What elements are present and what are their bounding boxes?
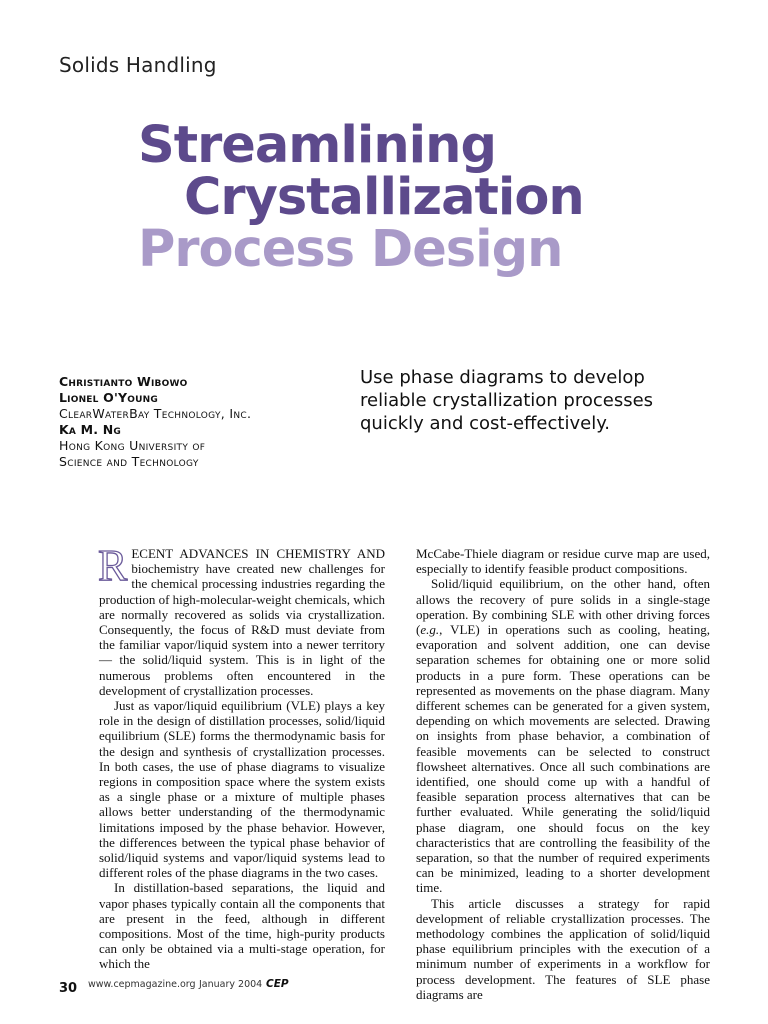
author-name: Lionel O'Young bbox=[59, 390, 158, 405]
body-column-left bbox=[98, 541, 386, 972]
paragraph-text: , VLE) in operations such as cooling, heating, evaporation and solvent addition, one can devise separation schemes for obtaining one or more solid products in a pure form. These operations can be represented as movements on the phase diagram. Many different schemes can be generated for a given system, depending on which movements are selected. Drawing on insights from phase behavior, a combination of feasible movements can be selected to construct flowsheet alternatives. Once all such combinations are identified, one should come up with a handful of feasible separation process alternatives that can be further evaluated. While generating the solid/liquid phase diagram, one should focus on the key characteristics that are controlling the feasibility of the separation, so that the number of required experiments can be minimized, leading to a shorter development time. bbox=[416, 622, 710, 896]
drop-cap: R bbox=[98, 541, 128, 590]
body-paragraph bbox=[98, 541, 386, 698]
author-affiliation: Science and Technology bbox=[59, 454, 199, 469]
lead-in-caps: ECENT ADVANCES IN CHEMISTRY AND bbox=[131, 546, 385, 561]
cep-logo: CEP bbox=[266, 978, 289, 990]
body-paragraph: This article discusses a strategy for rapid development of reliable crystallization processes. The methodology combines the application of solid/liquid phase equilibrium principles with the execution of a minimum number of experiments in a workflow for process development. The features of SLE phase diagrams are bbox=[416, 895, 710, 1002]
footer-date: January 2004 bbox=[199, 979, 263, 990]
paragraph-italic: e.g. bbox=[420, 622, 440, 638]
article-title-line-3: Process Design bbox=[138, 220, 563, 279]
author-block bbox=[59, 374, 251, 470]
body-column-right bbox=[416, 546, 710, 1002]
author-affiliation: ClearWaterBay Technology, Inc. bbox=[59, 406, 252, 421]
article-deck: Use phase diagrams to develop reliable crystallization processes quickly and cost-effectively. bbox=[360, 367, 654, 434]
footer-url: www.cepmagazine.org bbox=[88, 979, 196, 990]
article-title-line-2: Crystallization bbox=[184, 168, 584, 227]
page-footer bbox=[59, 977, 289, 996]
body-paragraph: Just as vapor/liquid equilibrium (VLE) plays a key role in the design of distillation processes, solid/liquid equilibrium (SLE) forms the thermodynamic basis for the design and synthesis of crystallization processes. In both cases, the use of phase diagrams to visualize regions in composition space where the system exists as a single phase or a mixture of multiple phases allows better understanding of the thermodynamic limitations imposed by the phase behavior. However, the differences between the typical phase behavior of solid/liquid systems and vapor/liquid systems lead to different roles of the phase diagrams in the two cases. bbox=[99, 698, 385, 881]
body-paragraph: In distillation-based separations, the liquid and vapor phases typically contain all the components that are present in the feed, although in different compositions. Most of the time, high-purity products can only be obtained via a multi-stage operation, for which the bbox=[99, 880, 385, 972]
body-paragraph: McCabe-Thiele diagram or residue curve map are used, especially to identify feasible product compositions. bbox=[416, 546, 710, 577]
paragraph-text: Solid/liquid equilibrium, on the other hand, often allows the recovery of pure solids in a single-stage operation. By combining SLE with other driving forces ( bbox=[416, 576, 710, 638]
paragraph-text: biochemistry have created new challenges for the chemical processing industries regarding the production of high-molecular-weight chemicals, which are normally recovered as solids via crystallization. Consequently, the focus of R&D must deviate from the familiar vapor/liquid system into a newer territory — the solid/liquid system. This is in light of the numerous problems often encountered in the development of crystallization processes. bbox=[99, 561, 386, 698]
section-label: Solids Handling bbox=[59, 53, 217, 77]
author-name: Christianto Wibowo bbox=[59, 374, 188, 389]
body-paragraph bbox=[416, 576, 710, 895]
author-name: Ka M. Ng bbox=[59, 422, 121, 437]
article-title-line-1: Streamlining bbox=[138, 116, 496, 175]
page-number: 30 bbox=[59, 981, 78, 996]
author-affiliation: Hong Kong University of bbox=[59, 438, 206, 453]
